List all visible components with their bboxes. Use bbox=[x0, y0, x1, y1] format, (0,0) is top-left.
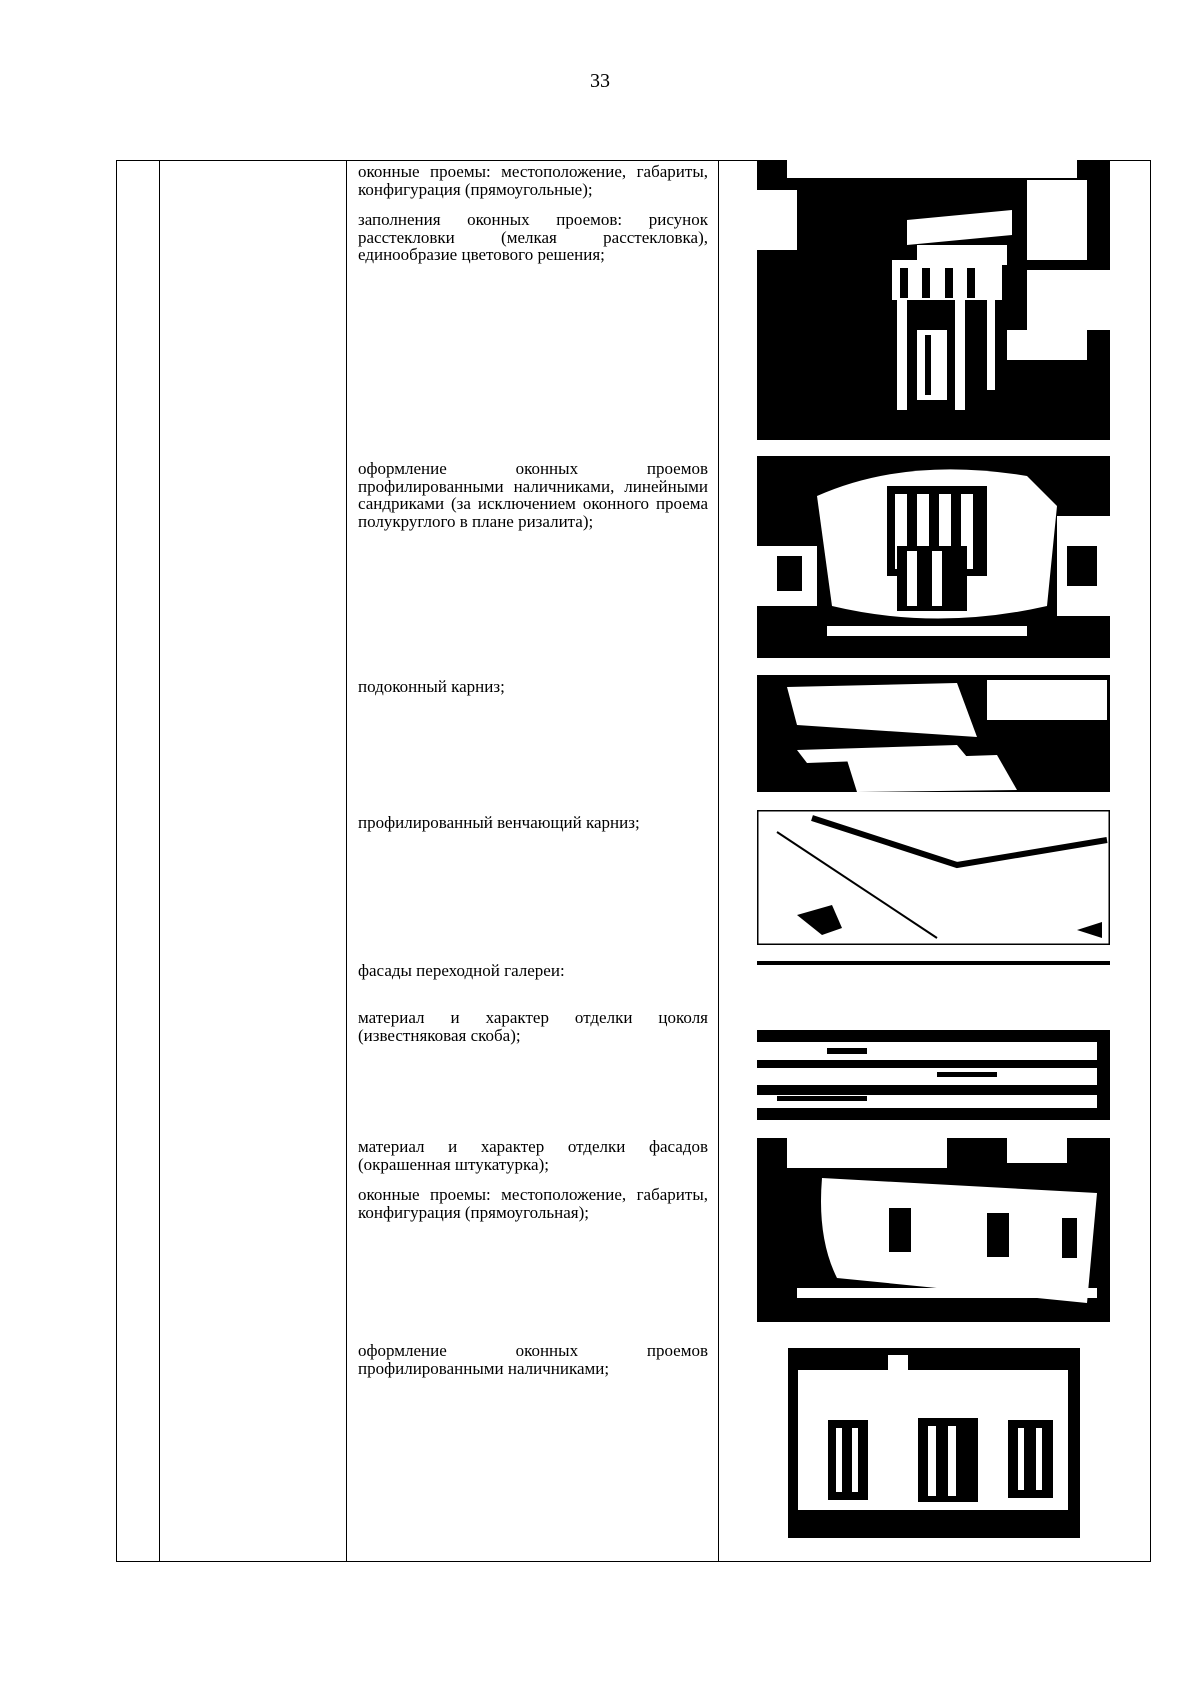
item-1-text bbox=[358, 163, 708, 277]
photo-crowning-cornice bbox=[757, 810, 1110, 945]
item-8-para-1: оформление оконных проемов профилированными наличниками; bbox=[358, 1341, 708, 1378]
item-6-para-1: материал и характер отделки цоколя (известняковая скоба); bbox=[358, 1008, 708, 1045]
item-7-text bbox=[358, 1138, 708, 1234]
item-3-para-1: подоконный карниз; bbox=[358, 677, 505, 696]
photo-limestone-plinth bbox=[757, 1030, 1110, 1120]
column-divider-3 bbox=[718, 161, 719, 1561]
photo-gallery-facade bbox=[757, 1138, 1110, 1322]
item-5-para-1: фасады переходной галереи: bbox=[358, 961, 565, 980]
item-1-para-1: оконные проемы: местоположение, габариты, конфигурация (прямоугольные); bbox=[358, 162, 708, 199]
item-8-text bbox=[358, 1342, 708, 1390]
item-1-para-2: заполнения оконных проемов: рисунок расстекловки (мелкая расстекловка), единообразие цветового решения; bbox=[358, 210, 708, 264]
item-7-para-1: материал и характер отделки фасадов (окрашенная штукатурка); bbox=[358, 1137, 708, 1174]
item-2-text bbox=[358, 460, 708, 543]
item-4-para-1: профилированный венчающий карниз; bbox=[358, 813, 640, 832]
item-3-text bbox=[358, 678, 708, 709]
item-5-text bbox=[358, 962, 708, 993]
photo-rounded-risalit bbox=[757, 456, 1110, 658]
item-7-para-2: оконные проемы: местоположение, габариты, конфигурация (прямоугольная); bbox=[358, 1185, 708, 1222]
photo-gallery-strip bbox=[757, 961, 1110, 968]
column-divider-1 bbox=[159, 161, 160, 1561]
photo-sill-cornice bbox=[757, 675, 1110, 792]
photo-building-entrance bbox=[757, 160, 1110, 440]
page-number: 33 bbox=[590, 70, 610, 92]
item-6-text bbox=[358, 1009, 708, 1057]
photo-gallery-window-trims bbox=[788, 1340, 1080, 1538]
item-2-para-1: оформление оконных проемов профилированными наличниками, линейными сандриками (за исключением оконного проема полукруглого в плане ризалита); bbox=[358, 459, 708, 531]
column-divider-2 bbox=[346, 161, 347, 1561]
item-4-text bbox=[358, 814, 708, 845]
